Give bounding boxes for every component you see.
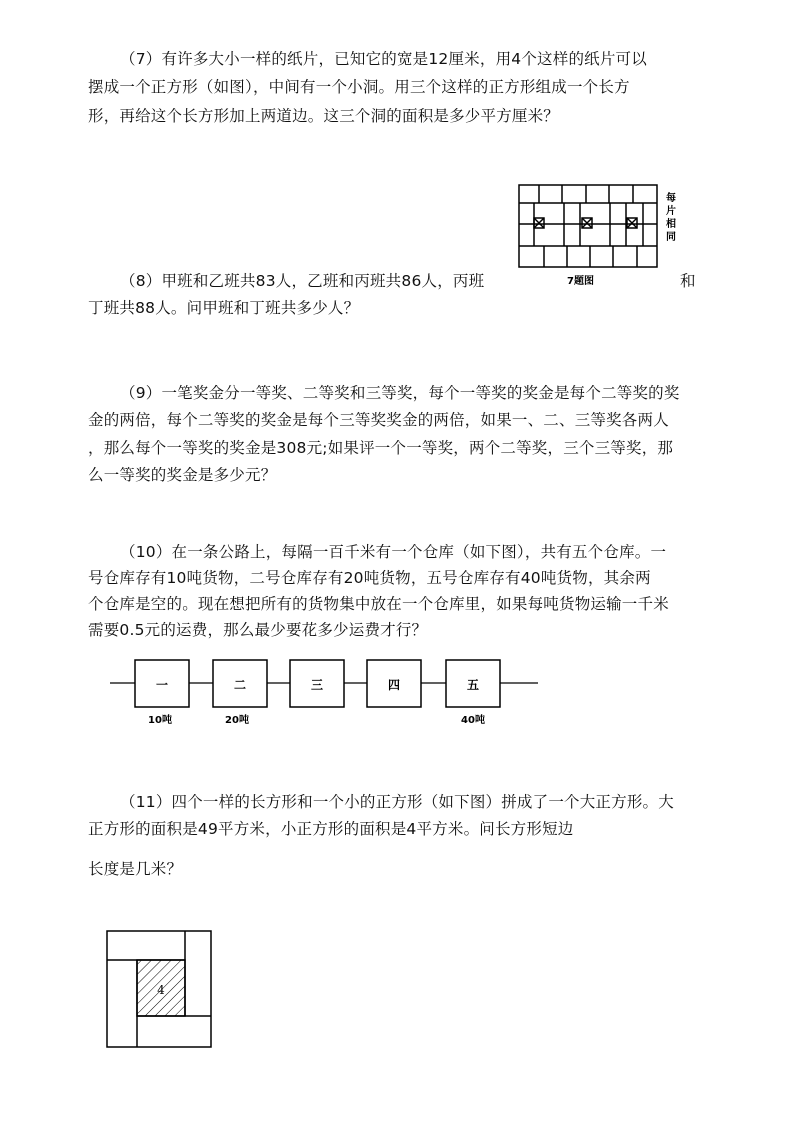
p7-line-1: （7）有许多大小一样的纸片，已知它的宽是12厘米，用4个这样的纸片可以: [120, 50, 647, 68]
p10-warehouse-road-figure: [100, 650, 550, 730]
p10-line-3: 个仓库是空的。现在想把所有的货物集中放在一个仓库里，如果每吨货物运输一千米: [88, 595, 669, 613]
p11-square-figure: [104, 928, 216, 1052]
warehouse-2-cargo: 20吨: [225, 715, 249, 726]
p11-line-1: （11）四个一样的长方形和一个小的正方形（如下图）拼成了一个大正方形。大: [120, 793, 674, 811]
warehouse-3-label: 三: [310, 678, 324, 692]
p9-line-4: 么一等奖的奖金是多少元？: [88, 466, 277, 484]
p11-line-2: 正方形的面积是49平方米，小正方形的面积是4平方米。问长方形短边: [88, 820, 574, 838]
p7-figure-caption: 7题图: [567, 276, 594, 287]
p8-line-2: 丁班共88人。问甲班和丁班共多少人？: [88, 299, 360, 317]
warehouse-4-label: 四: [387, 678, 401, 692]
p7-side-label-char-4: 同: [666, 232, 676, 243]
p9-line-2: 金的两倍，每个二等奖的奖金是每个三等奖奖金的两倍，如果一、二、三等奖各两人: [88, 411, 669, 429]
warehouse-2-label: 二: [233, 678, 247, 692]
warehouse-5-label: 五: [466, 678, 480, 692]
p11-line-3: 长度是几米？: [88, 860, 183, 878]
p10-line-2: 号仓库存有10吨货物，二号仓库存有20吨货物，五号仓库存有40吨货物，其余两: [88, 569, 651, 587]
p10-line-1: （10）在一条公路上，每隔一百千米有一个仓库（如下图），共有五个仓库。一: [120, 543, 667, 561]
p9-line-1: （9）一笔奖金分一等奖、二等奖和三等奖，每个一等奖的奖金是每个二等奖的奖: [120, 384, 680, 402]
p8-trailing-word: 和: [680, 272, 696, 290]
p10-line-4: 需要0.5元的运费，那么最少要花多少运费才行？: [88, 621, 428, 639]
p7-side-label-char-3: 相: [666, 219, 676, 230]
warehouse-5-cargo: 40吨: [461, 715, 485, 726]
warehouse-1-label: 一: [155, 678, 169, 692]
p7-side-label-char-1: 每: [666, 193, 676, 204]
warehouse-1-cargo: 10吨: [148, 715, 172, 726]
p7-side-label-char-2: 片: [666, 206, 676, 217]
p9-line-3: ，那么每个一等奖的奖金是308元;如果评一个一等奖，两个二等奖，三个三等奖，那: [88, 439, 674, 457]
p7-line-3: 形，再给这个长方形加上两道边。这三个洞的面积是多少平方厘米？: [88, 107, 560, 125]
p8-line-1: （8）甲班和乙班共83人，乙班和丙班共86人，丙班: [120, 272, 485, 290]
p7-line-2: 摆成一个正方形（如图），中间有一个小洞。用三个这样的正方形组成一个长方: [88, 78, 630, 96]
inner-square-label: 4: [157, 983, 165, 997]
p7-paper-squares-figure: [517, 183, 697, 288]
